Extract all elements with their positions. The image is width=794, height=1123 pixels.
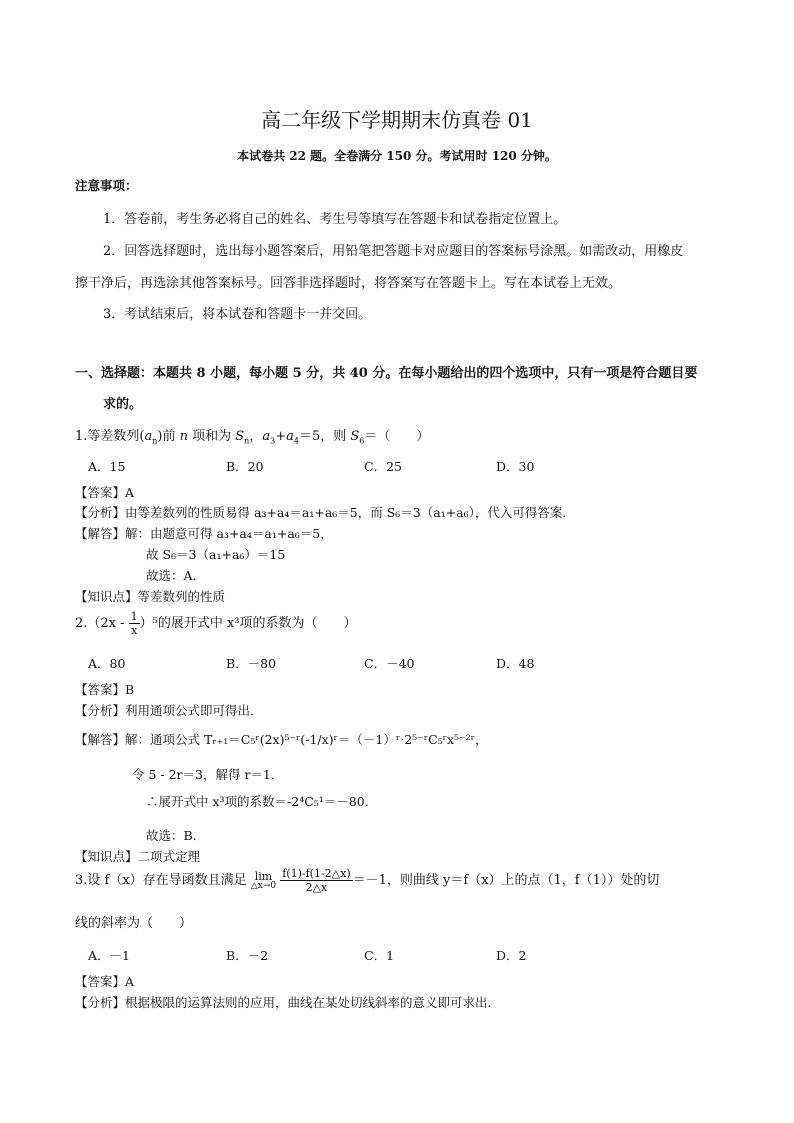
q3-stem: [75, 868, 659, 893]
q3-lim-sub: △x→0: [250, 880, 277, 891]
q1-option-d: D．30: [496, 459, 535, 474]
q2-analysis-text: 利用通项公式即可得出．: [125, 703, 263, 718]
q1-answer: [75, 483, 134, 501]
q3-option-d: D．2: [496, 948, 527, 963]
q1-option-a: A．15: [88, 459, 126, 474]
q2-stem: [75, 611, 357, 636]
q1-text-a: 1.等差数列: [75, 429, 140, 444]
q2-option-b: B．－80: [226, 656, 277, 671]
q1-analysis-text: 由等差数列的性质易得 a₃+a₄＝a₁+a₆＝5，而 S₆＝3（a₁+a₆），代入可得答案．: [125, 505, 575, 520]
q2-solution-1: 解：通项公式 Tᵣ₊₁＝C₅ʳ(2x)⁵⁻ʳ(-1/x)ʳ＝（－1）ʳ·2⁵⁻ʳC₅ʳx⁵⁻²ʳ，: [125, 732, 488, 747]
q3-fraction: [280, 868, 352, 893]
q1-option-c: C．25: [364, 459, 402, 474]
q1-text-f: ＝（ ）: [364, 429, 430, 444]
notice-item-2: 2．回答选择题时，选出每小题答案后，用铅笔把答题卡对应题目的答案标号涂黑。如需改动，用橡皮: [103, 244, 684, 259]
page-subtitle: 本试卷共 22 题。全卷满分 150 分。考试用时 120 分钟。: [237, 149, 557, 163]
q3-analysis-label: 【分析】: [75, 995, 126, 1010]
q2-suffix: ）⁵的展开式中 x³项的系数为（ ）: [139, 616, 357, 631]
q2-solution-4: 故选：B．: [146, 828, 206, 843]
q2-answer-value: B: [125, 682, 135, 697]
q1-solution-label: 【解答】: [75, 526, 126, 541]
q2-analysis: [75, 701, 263, 719]
q1-text-c: 项和为: [188, 429, 236, 444]
q1-text-b: 前: [162, 429, 180, 444]
q1-knowledge: [75, 587, 225, 605]
q2-option-d: D．48: [496, 656, 535, 671]
q1-answer-value: A: [125, 485, 135, 500]
q2-analysis-label: 【分析】: [75, 703, 126, 718]
q3-lim: lim: [254, 869, 273, 883]
q2-knowledge-label: 【知识点】: [75, 849, 138, 864]
notice-item-2-cont: 擦干净后，再选涂其他答案标号。回答非选择题时，将答案写在答题卡上。写在本试卷上无效。: [75, 276, 622, 291]
q2-answer-label: 【答案】: [75, 682, 126, 697]
q2-solution-3: ∴展开式中 x³项的系数＝-2⁴C₅¹＝－80．: [146, 794, 378, 809]
section-heading: [75, 362, 697, 381]
section-heading-b: 四个选项中: [489, 366, 555, 381]
notice-item-3: 3．考试结束后，将本试卷和答题卡一并交回。: [103, 307, 372, 322]
q2-solution-label: 【解答】: [75, 732, 126, 747]
q2-knowledge-text: 二项式定理: [137, 849, 201, 864]
q2-option-a: A．80: [88, 656, 126, 671]
q1-option-b: B．20: [226, 459, 264, 474]
q3-limit: [251, 871, 276, 891]
q2-frac-den: x: [131, 624, 138, 637]
section-heading-line2: 求的。: [103, 397, 143, 412]
q3-option-b: B．－2: [226, 948, 269, 963]
q3-answer-value: A: [125, 974, 135, 989]
page-title: 高二年级下学期期末仿真卷 01: [261, 108, 533, 132]
q2-fraction: [129, 611, 140, 636]
q3-option-c: C．1: [364, 948, 395, 963]
q1-knowledge-text: 等差数列的性质: [137, 589, 226, 604]
notice-heading: 注意事项：: [75, 178, 138, 193]
q1-analysis-label: 【分析】: [75, 505, 126, 520]
q3-answer: [75, 972, 134, 990]
q1-answer-label: 【答案】: [75, 485, 126, 500]
q1-seq: $(a_n)$: [139, 429, 163, 446]
q2-knowledge: [75, 847, 200, 865]
q1-solution-3: 故选：A．: [146, 568, 206, 583]
q1-stem: 1.等差数列$(a_n)$前 n 项和为 $S_n$，$a_3+a_4=5$，则 $S_6=$（ ）: [75, 429, 430, 446]
q3-suffix: ＝－1，则曲线 y＝f（x）上的点（1，f（1））处的切: [352, 873, 660, 888]
q2-frac-num: 1: [130, 610, 138, 623]
q1-knowledge-label: 【知识点】: [75, 589, 138, 604]
q2-solution: [75, 730, 488, 748]
q3-frac-num: f(1)-f(1-2△x): [282, 867, 351, 880]
q1-solution: [75, 524, 333, 542]
q3-analysis-text: 根据极限的运算法则的应用，曲线在某处切线斜率的意义即可求出．: [125, 995, 501, 1010]
q3-analysis: [75, 993, 500, 1011]
q3-answer-label: 【答案】: [75, 974, 126, 989]
q2-solution-2: 令 5 - 2r＝3，解得 r＝1．: [132, 767, 284, 782]
notice-item-1: 1．答卷前，考生务必将自己的姓名、考生号等填写在答题卡和试卷指定位置上。: [103, 212, 567, 227]
q1-text-d: ，: [249, 429, 263, 444]
q2-answer: [75, 680, 134, 698]
q3-prefix: 3.设 f（x）存在导函数且满足: [75, 873, 247, 888]
q1-solution-1: 解：由题意可得 a₃+a₄＝a₁+a₆＝5，: [125, 526, 333, 541]
q1-solution-2: 故 S₆＝3（a₁+a₆）＝15: [146, 547, 286, 562]
q3-frac-den: 2△x: [305, 881, 328, 894]
q1-analysis: [75, 503, 575, 521]
q2-option-c: C．－40: [364, 656, 415, 671]
q1-text-e: ＝5，则: [298, 429, 351, 444]
section-heading-c: ，只有一项是符合题目要: [554, 366, 698, 381]
q3-stem-line2: 线的斜率为（ ）: [75, 916, 193, 931]
q2-prefix: 2.（2x -: [75, 616, 129, 631]
q3-option-a: A．－1: [88, 948, 130, 963]
section-heading-a: 一、选择题：本题共 8 小题，每小题 5 分，共 40 分。在每小题给出的: [75, 366, 490, 381]
